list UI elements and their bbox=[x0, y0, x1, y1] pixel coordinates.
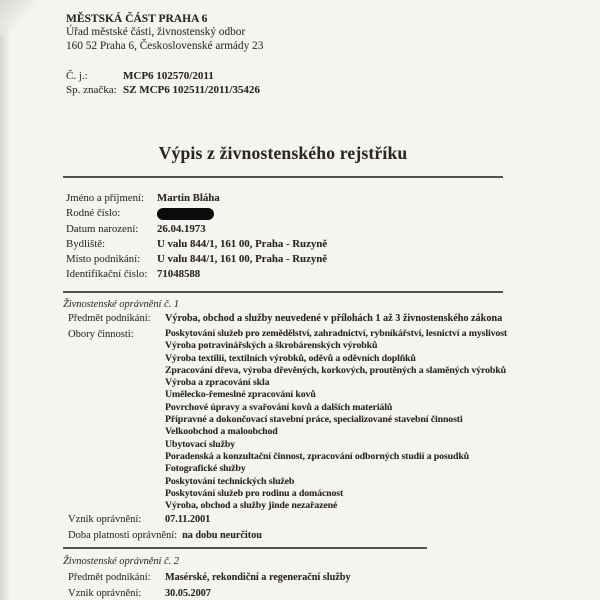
licence1-origin-row bbox=[68, 513, 210, 526]
subject-label: Předmět podnikání: bbox=[68, 313, 151, 324]
activity-item: Povrchové úpravy a svařování kovů a dalších materiálů bbox=[165, 401, 393, 413]
licence2-origin-row bbox=[68, 587, 211, 600]
person-label: Rodné číslo: bbox=[66, 207, 121, 220]
divider-line bbox=[63, 291, 503, 293]
licence1-activities-row bbox=[68, 328, 507, 512]
activity-item: Poskytování služeb pro zemědělství, zahradnictví, rybníkářství, lesnictví a myslivost bbox=[165, 328, 508, 339]
origin-label: Vznik oprávnění: bbox=[68, 514, 142, 525]
activity-item: Výroba a zpracování skla bbox=[165, 377, 270, 389]
validity-value: na dobu neurčitou bbox=[182, 530, 262, 541]
person-info-block bbox=[66, 191, 327, 283]
person-label: Místo podnikání: bbox=[66, 253, 141, 266]
person-row bbox=[66, 252, 327, 267]
person-label: Identifikační číslo: bbox=[66, 268, 148, 281]
person-row bbox=[66, 267, 327, 282]
person-value: U valu 844/1, 161 00, Praha - Ruzyně bbox=[157, 253, 328, 266]
licence1-subject-row bbox=[68, 312, 502, 325]
activity-item: Velkoobchod a maloobchod bbox=[165, 426, 278, 438]
origin-value: 07.11.2001 bbox=[165, 514, 211, 525]
document-title: Výpis z živnostenského rejstříku bbox=[158, 143, 408, 163]
person-row bbox=[66, 206, 327, 221]
person-row bbox=[66, 191, 327, 206]
person-label: Jméno a příjmení: bbox=[66, 192, 144, 204]
activity-item: Poskytování služeb pro rodinu a domácnost bbox=[165, 487, 344, 499]
person-row bbox=[66, 237, 327, 252]
issuing-office-block bbox=[66, 13, 263, 53]
redaction-bar bbox=[157, 208, 214, 221]
activity-item: Výroba potravinářských a škrobárenských výrobků bbox=[165, 340, 378, 352]
office-department: Úřad městské části, živnostenský odbor bbox=[66, 26, 246, 39]
office-address: 160 52 Praha 6, Československé armády 23 bbox=[66, 39, 264, 52]
ref-value: SZ MCP6 102511/2011/35426 bbox=[123, 84, 260, 96]
reference-numbers-block bbox=[66, 69, 260, 97]
divider-line bbox=[63, 176, 503, 178]
person-value: Martin Bláha bbox=[157, 192, 220, 204]
origin-label: Vznik oprávnění: bbox=[68, 588, 142, 599]
subject-label: Předmět podnikání: bbox=[68, 572, 151, 583]
licence1-heading: Živnostenské oprávnění č. 1 bbox=[63, 299, 180, 310]
activity-item: Poradenská a konzultační činnost, zpracování odborných studií a posudků bbox=[165, 450, 470, 462]
person-value: U valu 844/1, 161 00, Praha - Ruzyně bbox=[157, 237, 328, 250]
ref-row bbox=[66, 83, 260, 97]
activity-item: Přípravné a dokončovací stavební práce, specializované stavební činnosti bbox=[165, 414, 463, 426]
origin-value: 30.05.2007 bbox=[165, 588, 211, 599]
licence1-validity-row bbox=[68, 529, 262, 542]
validity-label: Doba platnosti oprávnění: bbox=[68, 530, 178, 541]
ref-label: Č. j.: bbox=[66, 70, 88, 82]
person-label: Datum narození: bbox=[66, 222, 139, 235]
activities-list bbox=[165, 328, 507, 512]
person-value: 26.04.1973 bbox=[157, 222, 206, 235]
activity-item: Poskytování technických služeb bbox=[165, 475, 295, 487]
person-label: Bydliště: bbox=[66, 237, 105, 250]
activity-item: Výroba, obchod a služby jinde nezařazené bbox=[165, 500, 338, 512]
ref-value: MCP6 102570/2011 bbox=[123, 70, 214, 82]
subject-value: Výroba, obchod a služby neuvedené v přílohách 1 až 3 živnostenského zákona bbox=[165, 313, 503, 324]
activity-item: Zpracování dřeva, výroba dřevěných, korkových, proutěných a slaměných výrobků bbox=[165, 364, 506, 376]
activity-item: Výroba textilií, textilních výrobků, oděvů a oděvních doplňků bbox=[165, 352, 416, 364]
activity-item: Fotografické služby bbox=[165, 463, 246, 475]
person-row bbox=[66, 222, 327, 237]
subject-value: Masérské, rekondiční a regenerační služby bbox=[165, 572, 351, 583]
activities-label: Obory činnosti: bbox=[68, 329, 134, 340]
activity-item: Umělecko-řemeslné zpracování kovů bbox=[165, 389, 316, 401]
activity-item: Ubytovací služby bbox=[165, 438, 235, 450]
office-name: MĚSTSKÁ ČÁST PRAHA 6 bbox=[66, 13, 208, 25]
divider-line bbox=[63, 547, 427, 549]
scan-edge-shadow bbox=[0, 0, 10, 600]
licence2-heading: Živnostenské oprávnění č. 2 bbox=[63, 556, 180, 567]
ref-row bbox=[66, 69, 260, 83]
ref-label: Sp. značka: bbox=[66, 84, 117, 96]
person-value: 71048588 bbox=[157, 268, 201, 281]
page-corner-fold bbox=[0, 0, 36, 36]
licence2-subject-row bbox=[68, 571, 351, 584]
